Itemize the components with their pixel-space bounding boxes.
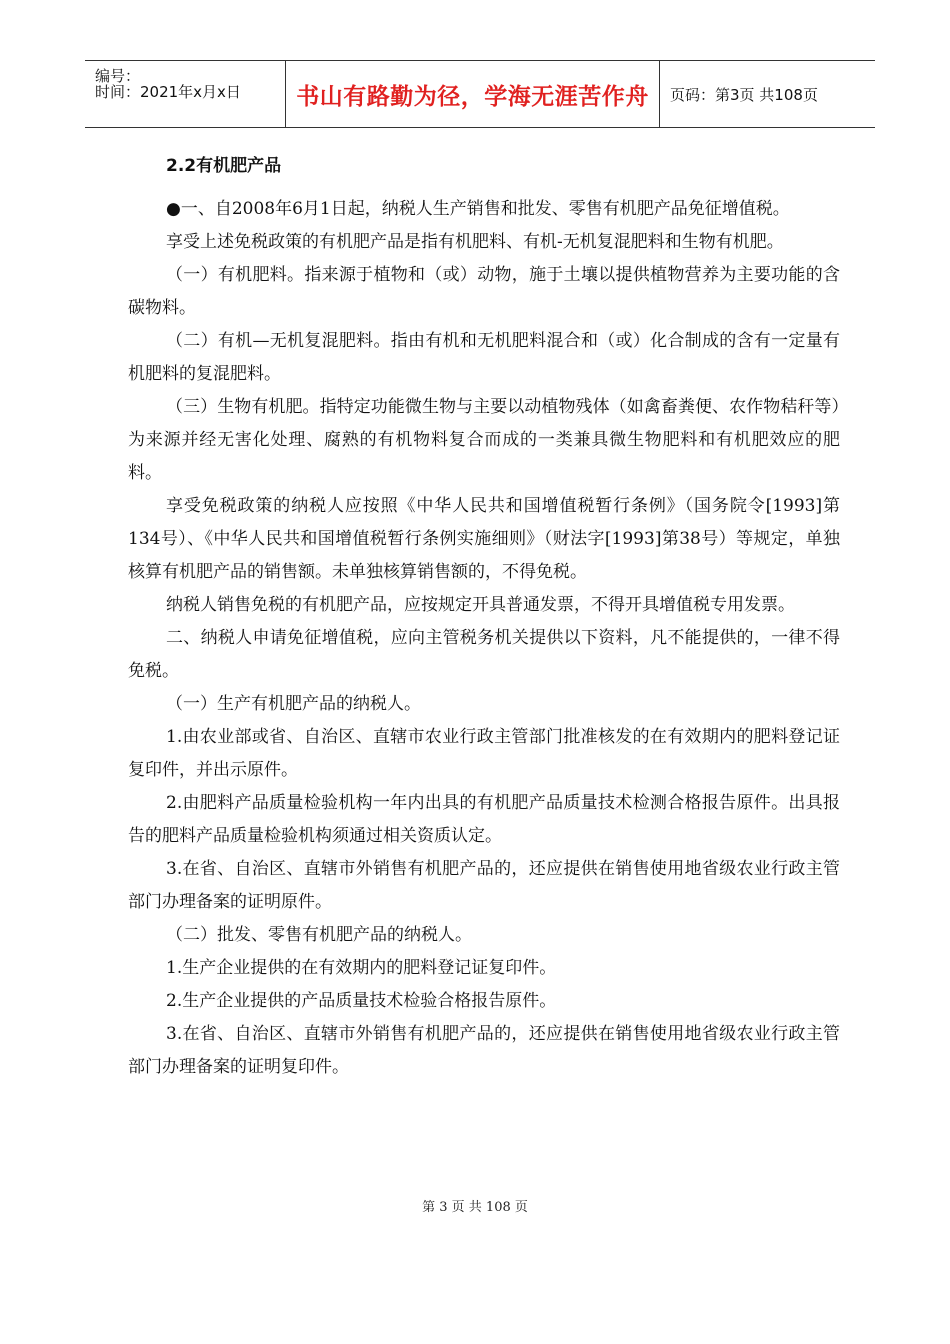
- page-footer: 第 3 页 共 108 页: [422, 1200, 528, 1215]
- header-page-cell: [660, 61, 875, 127]
- paragraph: （三）生物有机肥。指特定功能微生物与主要以动植物残体（如禽畜粪便、农作物秸秆等）为来源并经无害化处理、腐熟的有机物料复合而成的一类兼具微生物肥料和有机肥效应的肥料。: [128, 397, 840, 483]
- header-motto-cell: [286, 61, 660, 127]
- section-title: 2.2有机肥产品: [166, 156, 282, 176]
- paragraph: 享受免税政策的纳税人应按照《中华人民共和国增值税暂行条例》（国务院令[1993]第134号）、《中华人民共和国增值税暂行条例实施细则》（财法字[1993]第38号）等规定，单独核算有机肥产品的销售额。未单独核算销售额的，不得免税。: [128, 496, 840, 582]
- motto-text: 书山有路勤为径，学海无涯苦作舟: [296, 83, 649, 110]
- paragraph: （二）有机—无机复混肥料。指由有机和无机肥料混合和（或）化合制成的含有一定量有机肥料的复混肥料。: [128, 331, 840, 384]
- paragraph: （一）生产有机肥产品的纳税人。: [166, 694, 421, 714]
- paragraph: 二、纳税人申请免征增值税，应向主管税务机关提供以下资料，凡不能提供的，一律不得免税。: [128, 628, 840, 681]
- page-code: 页码：第3页 共108页: [670, 85, 818, 104]
- paragraph: 1.由农业部或省、自治区、直辖市农业行政主管部门批准核发的在有效期内的肥料登记证复印件，并出示原件。: [128, 727, 840, 780]
- time-label: 时间：2021年x月x日: [95, 83, 241, 101]
- paragraph: 2.生产企业提供的产品质量技术检验合格报告原件。: [166, 991, 557, 1011]
- paragraph: 纳税人销售免税的有机肥产品，应按规定开具普通发票，不得开具增值税专用发票。: [166, 595, 795, 615]
- paragraph: 1.生产企业提供的在有效期内的肥料登记证复印件。: [166, 958, 557, 978]
- paragraph: （一）有机肥料。指来源于植物和（或）动物，施于土壤以提供植物营养为主要功能的含碳物料。: [128, 265, 840, 318]
- paragraph: 3.在省、自治区、直辖市外销售有机肥产品的，还应提供在销售使用地省级农业行政主管部门办理备案的证明原件。: [128, 859, 840, 912]
- paragraph: （二）批发、零售有机肥产品的纳税人。: [166, 925, 472, 945]
- number-label: 编号：: [95, 67, 141, 85]
- document-header: [85, 60, 875, 128]
- document-body: [128, 148, 840, 1084]
- paragraph: 2.由肥料产品质量检验机构一年内出具的有机肥产品质量技术检测合格报告原件。出具报告的肥料产品质量检验机构须通过相关资质认定。: [128, 793, 840, 846]
- header-info-cell: [85, 61, 286, 127]
- paragraph: 享受上述免税政策的有机肥产品是指有机肥料、有机-无机复混肥料和生物有机肥。: [166, 232, 784, 252]
- paragraph: 3.在省、自治区、直辖市外销售有机肥产品的，还应提供在销售使用地省级农业行政主管部门办理备案的证明复印件。: [128, 1024, 840, 1077]
- paragraph: ●一、自2008年6月1日起，纳税人生产销售和批发、零售有机肥产品免征增值税。: [166, 199, 790, 219]
